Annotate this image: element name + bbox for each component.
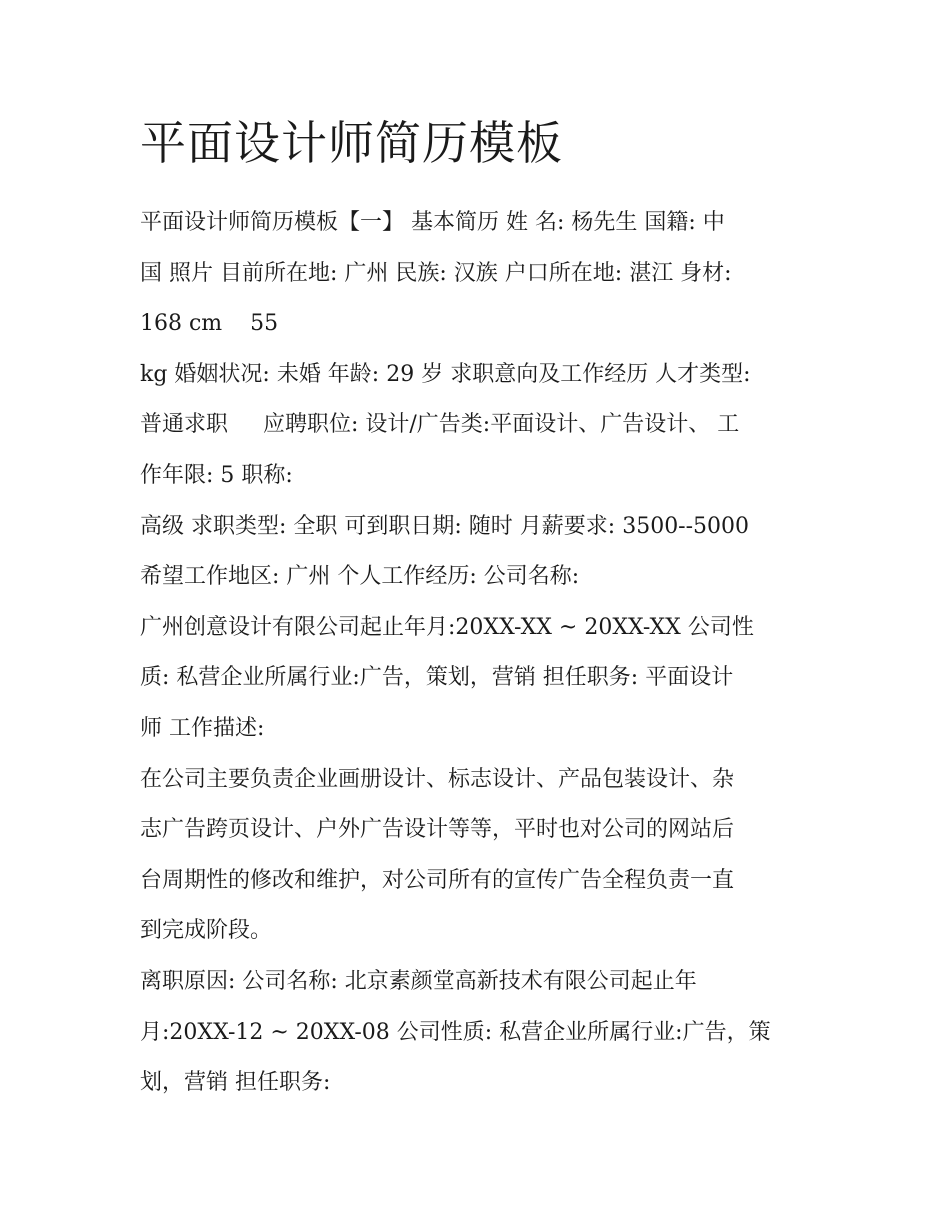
- text-line: 168 cm 55: [140, 311, 279, 337]
- text-line: kg 婚姻状况: 未婚 年龄: 29 岁 求职意向及工作经历 人才类型:: [140, 361, 751, 387]
- text-line: 划，营销 担任职务:: [140, 1070, 331, 1096]
- document-title: 平面设计师简历模板: [140, 116, 563, 170]
- text-line: 平面设计师简历模板【一】 基本简历 姓 名: 杨先生 国籍: 中: [140, 210, 725, 235]
- text-line: 广州创意设计有限公司起止年月:20XX-XX ~ 20XX-XX 公司性: [140, 614, 754, 640]
- text-line: 高级 求职类型: 全职 可到职日期: 随时 月薪要求: 3500--5000: [140, 513, 750, 539]
- text-line: 师 工作描述:: [140, 715, 265, 741]
- text-line: 志广告跨页设计、户外广告设计等等，平时也对公司的网站后: [140, 817, 735, 843]
- text-line: 国 照片 目前所在地: 广州 民族: 汉族 户口所在地: 湛江 身材:: [140, 260, 732, 286]
- text-line: 普通求职 应聘职位: 设计/广告类:平面设计、广告设计、 工: [140, 412, 740, 438]
- document-body: [140, 198, 820, 1109]
- text-line: 到完成阶段。: [140, 918, 273, 944]
- text-line: 离职原因: 公司名称: 北京素颜堂高新技术有限公司起止年: [140, 968, 697, 994]
- text-line: 作年限: 5 职称:: [140, 462, 293, 488]
- text-line: 希望工作地区: 广州 个人工作经历: 公司名称:: [140, 564, 580, 590]
- text-line: 月:20XX-12 ~ 20XX-08 公司性质: 私营企业所属行业:广告，策: [140, 1019, 771, 1045]
- text-line: 台周期性的修改和维护，对公司所有的宣传广告全程负责一直: [140, 867, 735, 893]
- text-line: 质: 私营企业所属行业:广告，策划，营销 担任职务: 平面设计: [140, 665, 734, 691]
- text-line: 在公司主要负责企业画册设计、标志设计、产品包装设计、杂: [140, 766, 735, 792]
